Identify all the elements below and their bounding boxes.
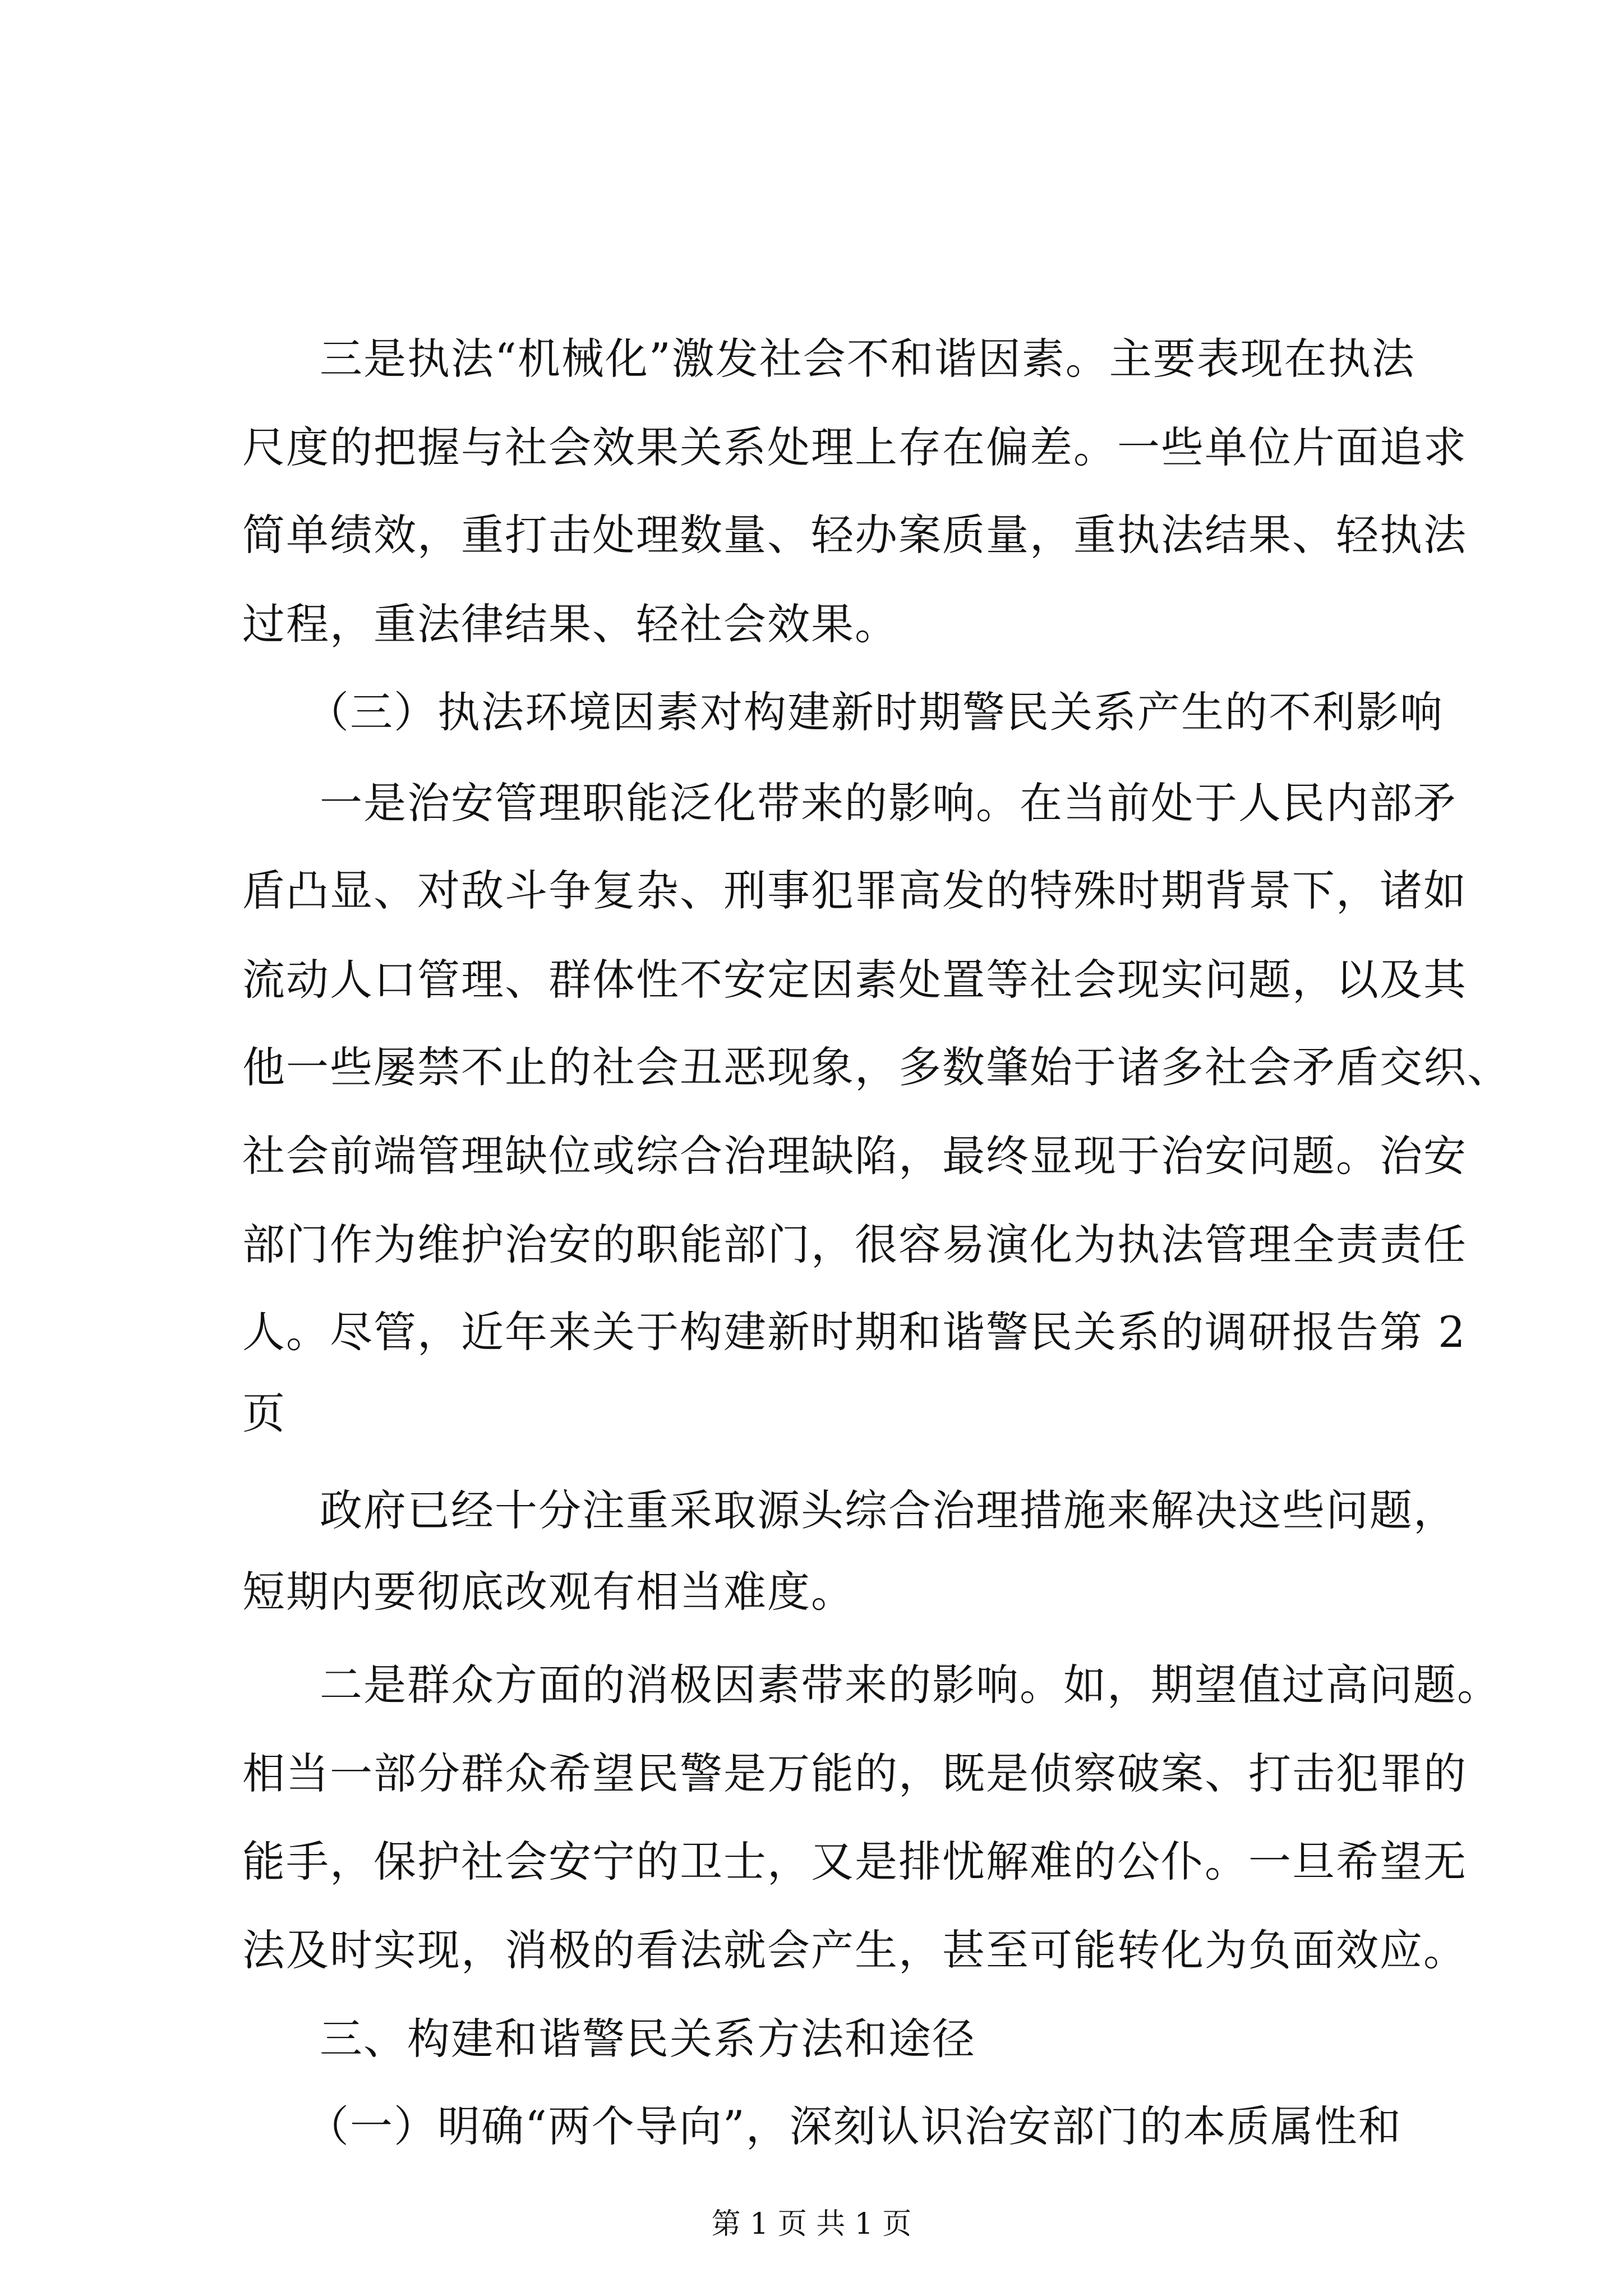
- paragraph-line: 相当一部分群众希望民警是万能的，既是侦察破案、打击犯罪的: [242, 1749, 1467, 1798]
- paragraph-line: 尺度的把握与社会效果关系处理上存在偏差。一些单位片面追求: [242, 422, 1467, 472]
- paragraph-line: 人。尽管，近年来关于构建新时期和谐警民关系的调研报告第 2: [242, 1307, 1467, 1357]
- paragraph-line: 短期内要彻底改观有相当难度。: [242, 1567, 855, 1617]
- section-heading: 三、构建和谐警民关系方法和途径: [320, 2014, 976, 2064]
- paragraph-line: 过程，重法律结果、轻社会效果。: [242, 599, 898, 649]
- paragraph-line: 简单绩效，重打击处理数量、轻办案质量，重执法结果、轻执法: [242, 510, 1467, 560]
- paragraph-line: 法及时实现，消极的看法就会产生，甚至可能转化为负面效应。: [242, 1925, 1467, 1975]
- paragraph-line: 一是治安管理职能泛化带来的影响。在当前处于人民内部矛: [320, 778, 1457, 828]
- paragraph-line: 能手，保护社会安宁的卫士，又是排忧解难的公仆。一旦希望无: [242, 1837, 1467, 1887]
- paragraph-line: 流动人口管理、群体性不安定因素处置等社会现实问题，以及其: [242, 955, 1467, 1005]
- paragraph-line: 他一些屡禁不止的社会丑恶现象，多数肇始于诸多社会矛盾交织、: [242, 1042, 1511, 1092]
- paragraph-line: 部门作为维护治安的职能部门，很容易演化为执法管理全责责任: [242, 1220, 1467, 1269]
- paragraph-line: 二是群众方面的消极因素带来的影响。如，期望值过高问题。: [320, 1660, 1501, 1710]
- paragraph-line: 政府已经十分注重采取源头综合治理措施来解决这些问题，: [320, 1485, 1457, 1535]
- section-heading: （一）明确“两个导向”，深刻认识治安部门的本质属性和: [306, 2101, 1402, 2151]
- paragraph-line: 页: [242, 1388, 286, 1438]
- paragraph-line: 社会前端管理缺位或综合治理缺陷，最终显现于治安问题。治安: [242, 1131, 1467, 1181]
- paragraph-line: 盾凸显、对敌斗争复杂、刑事犯罪高发的特殊时期背景下，诸如: [242, 866, 1467, 915]
- page-footer: 第 1 页 共 1 页: [711, 2207, 912, 2241]
- section-heading: （三）执法环境因素对构建新时期警民关系产生的不利影响: [306, 687, 1444, 737]
- paragraph-line: 三是执法“机械化”激发社会不和谐因素。主要表现在执法: [320, 334, 1415, 384]
